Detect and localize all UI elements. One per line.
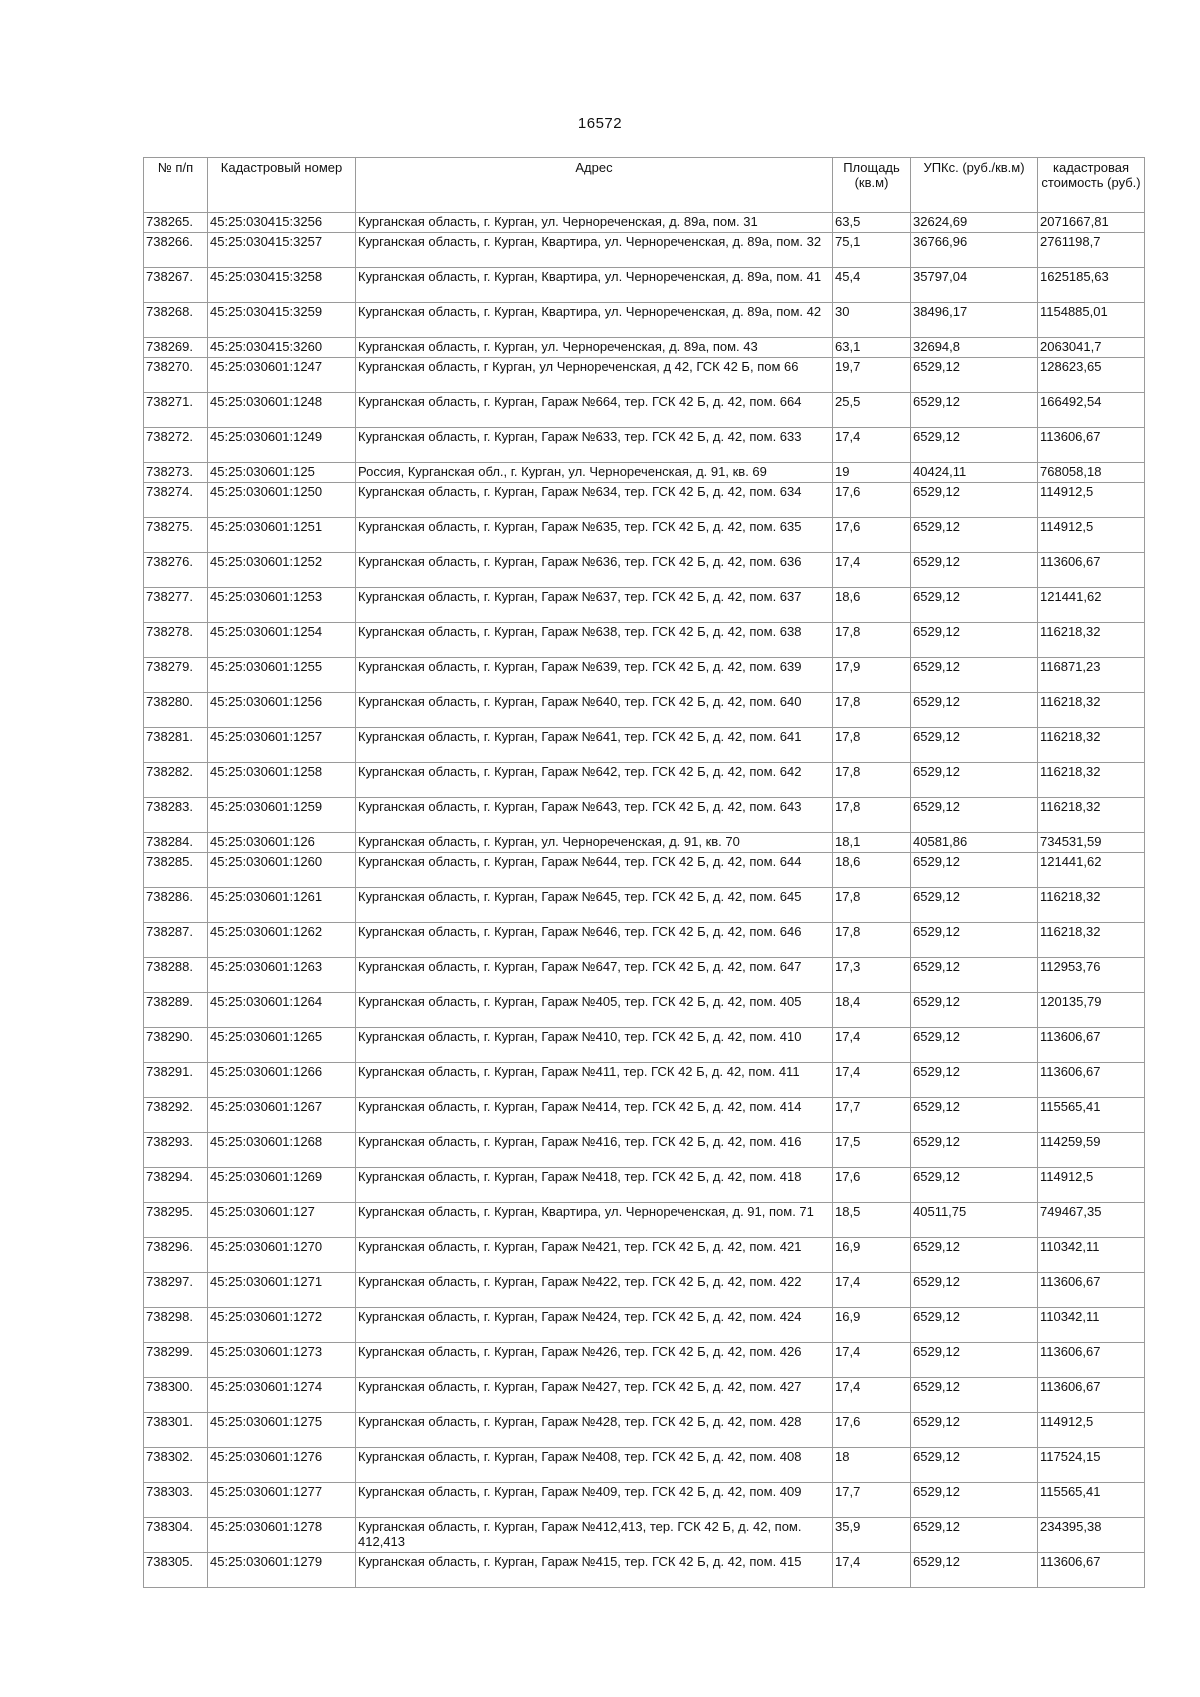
cell-num: 738278. <box>144 623 208 658</box>
cell-upks: 6529,12 <box>911 428 1038 463</box>
cell-area: 63,5 <box>833 213 911 233</box>
cell-cost: 113606,67 <box>1038 1063 1145 1098</box>
cell-cost: 116218,32 <box>1038 623 1145 658</box>
cell-address: Курганская область, г. Курган, Гараж №633, тер. ГСК 42 Б, д. 42, пом. 633 <box>356 428 833 463</box>
table-row <box>144 728 1145 763</box>
cell-cost: 113606,67 <box>1038 1028 1145 1063</box>
table-row <box>144 853 1145 888</box>
table-row <box>144 483 1145 518</box>
cell-cadastral: 45:25:030601:1258 <box>208 763 356 798</box>
cell-cost: 121441,62 <box>1038 588 1145 623</box>
cell-upks: 36766,96 <box>911 233 1038 268</box>
table-row <box>144 463 1145 483</box>
cell-cost: 114259,59 <box>1038 1133 1145 1168</box>
cell-num: 738303. <box>144 1483 208 1518</box>
cell-address: Россия, Курганская обл., г. Курган, ул. Черноречeнская, д. 91, кв. 69 <box>356 463 833 483</box>
cell-address: Курганская область, г. Курган, Гараж №414, тер. ГСК 42 Б, д. 42, пом. 414 <box>356 1098 833 1133</box>
cell-cadastral: 45:25:030601:1254 <box>208 623 356 658</box>
cell-num: 738300. <box>144 1378 208 1413</box>
cell-address: Курганская область, г. Курган, Гараж №647, тер. ГСК 42 Б, д. 42, пом. 647 <box>356 958 833 993</box>
cell-address: Курганская область, г. Курган, Квартира, ул. Черноречeнская, д. 89а, пом. 41 <box>356 268 833 303</box>
cell-address: Курганская область, г. Курган, Гараж №645, тер. ГСК 42 Б, д. 42, пом. 645 <box>356 888 833 923</box>
cell-cadastral: 45:25:030601:1261 <box>208 888 356 923</box>
cell-cadastral: 45:25:030601:126 <box>208 833 356 853</box>
cell-num: 738301. <box>144 1413 208 1448</box>
cell-cost: 2761198,7 <box>1038 233 1145 268</box>
cell-address: Курганская область, г. Курган, Гараж №641, тер. ГСК 42 Б, д. 42, пом. 641 <box>356 728 833 763</box>
cell-cost: 115565,41 <box>1038 1098 1145 1133</box>
cell-cost: 116218,32 <box>1038 728 1145 763</box>
cell-num: 738289. <box>144 993 208 1028</box>
cell-upks: 6529,12 <box>911 1168 1038 1203</box>
cell-cadastral: 45:25:030601:1270 <box>208 1238 356 1273</box>
cell-area: 18,6 <box>833 588 911 623</box>
table-row <box>144 1273 1145 1308</box>
header-cadastral: Кадастровый номер <box>208 158 356 213</box>
cell-cost: 113606,67 <box>1038 1378 1145 1413</box>
cell-num: 738305. <box>144 1553 208 1588</box>
cell-cadastral: 45:25:030601:1273 <box>208 1343 356 1378</box>
cell-area: 17,8 <box>833 623 911 658</box>
cell-cost: 116218,32 <box>1038 888 1145 923</box>
cell-num: 738268. <box>144 303 208 338</box>
table-row <box>144 1553 1145 1588</box>
cell-cadastral: 45:25:030601:1253 <box>208 588 356 623</box>
cell-address: Курганская область, г. Курган, Гараж №405, тер. ГСК 42 Б, д. 42, пом. 405 <box>356 993 833 1028</box>
cell-cost: 114912,5 <box>1038 1168 1145 1203</box>
cell-address: Курганская область, г. Курган, Гараж №418, тер. ГСК 42 Б, д. 42, пом. 418 <box>356 1168 833 1203</box>
cell-area: 16,9 <box>833 1308 911 1343</box>
table-row <box>144 518 1145 553</box>
cell-num: 738295. <box>144 1203 208 1238</box>
cell-upks: 40511,75 <box>911 1203 1038 1238</box>
cell-area: 17,9 <box>833 658 911 693</box>
cell-upks: 6529,12 <box>911 483 1038 518</box>
cell-upks: 6529,12 <box>911 993 1038 1028</box>
cell-address: Курганская область, г. Курган, Гараж №644, тер. ГСК 42 Б, д. 42, пом. 644 <box>356 853 833 888</box>
cell-num: 738284. <box>144 833 208 853</box>
cell-cadastral: 45:25:030601:1251 <box>208 518 356 553</box>
cell-cadastral: 45:25:030601:1256 <box>208 693 356 728</box>
cell-cost: 768058,18 <box>1038 463 1145 483</box>
cell-area: 30 <box>833 303 911 338</box>
cell-cadastral: 45:25:030601:1277 <box>208 1483 356 1518</box>
table-row <box>144 233 1145 268</box>
cell-cost: 166492,54 <box>1038 393 1145 428</box>
cell-upks: 35797,04 <box>911 268 1038 303</box>
cell-upks: 6529,12 <box>911 1483 1038 1518</box>
cell-cost: 1625185,63 <box>1038 268 1145 303</box>
cell-address: Курганская область, г. Курган, Гараж №416, тер. ГСК 42 Б, д. 42, пом. 416 <box>356 1133 833 1168</box>
cell-cost: 113606,67 <box>1038 553 1145 588</box>
cell-num: 738299. <box>144 1343 208 1378</box>
table-row <box>144 623 1145 658</box>
cell-address: Курганская область, г. Курган, ул. Черноречeнская, д. 89а, пом. 43 <box>356 338 833 358</box>
cell-upks: 6529,12 <box>911 728 1038 763</box>
cell-cost: 749467,35 <box>1038 1203 1145 1238</box>
cadastral-table <box>143 157 1145 1588</box>
cell-cadastral: 45:25:030601:1249 <box>208 428 356 463</box>
cell-upks: 6529,12 <box>911 1098 1038 1133</box>
cell-address: Курганская область, г. Курган, Гараж №415, тер. ГСК 42 Б, д. 42, пом. 415 <box>356 1553 833 1588</box>
cell-num: 738285. <box>144 853 208 888</box>
cell-cadastral: 45:25:030601:1265 <box>208 1028 356 1063</box>
table-row <box>144 1483 1145 1518</box>
cell-cadastral: 45:25:030415:3260 <box>208 338 356 358</box>
cell-upks: 6529,12 <box>911 1133 1038 1168</box>
cell-upks: 6529,12 <box>911 1028 1038 1063</box>
cell-cadastral: 45:25:030601:1250 <box>208 483 356 518</box>
table-row <box>144 1098 1145 1133</box>
cell-cadastral: 45:25:030601:1266 <box>208 1063 356 1098</box>
cell-cadastral: 45:25:030415:3259 <box>208 303 356 338</box>
cell-cadastral: 45:25:030601:125 <box>208 463 356 483</box>
cell-cost: 116218,32 <box>1038 798 1145 833</box>
cell-num: 738281. <box>144 728 208 763</box>
table-row <box>144 1413 1145 1448</box>
cell-num: 738276. <box>144 553 208 588</box>
cell-num: 738292. <box>144 1098 208 1133</box>
cell-upks: 6529,12 <box>911 658 1038 693</box>
cell-cost: 110342,11 <box>1038 1308 1145 1343</box>
cell-num: 738302. <box>144 1448 208 1483</box>
table-row <box>144 358 1145 393</box>
cell-area: 18,5 <box>833 1203 911 1238</box>
cell-cadastral: 45:25:030601:1260 <box>208 853 356 888</box>
header-address: Адрес <box>356 158 833 213</box>
table-row <box>144 693 1145 728</box>
cell-address: Курганская область, г. Курган, Гараж №637, тер. ГСК 42 Б, д. 42, пом. 637 <box>356 588 833 623</box>
cell-upks: 6529,12 <box>911 1553 1038 1588</box>
cell-upks: 6529,12 <box>911 853 1038 888</box>
table-row <box>144 338 1145 358</box>
cell-num: 738294. <box>144 1168 208 1203</box>
cell-area: 75,1 <box>833 233 911 268</box>
cell-address: Курганская область, г. Курган, Гараж №408, тер. ГСК 42 Б, д. 42, пом. 408 <box>356 1448 833 1483</box>
table-row <box>144 393 1145 428</box>
cell-upks: 6529,12 <box>911 393 1038 428</box>
cell-cost: 112953,76 <box>1038 958 1145 993</box>
cell-area: 18,4 <box>833 993 911 1028</box>
page-number: 16572 <box>577 115 623 132</box>
table-row <box>144 1203 1145 1238</box>
cell-area: 17,8 <box>833 798 911 833</box>
cell-num: 738265. <box>144 213 208 233</box>
cell-area: 17,4 <box>833 553 911 588</box>
cell-upks: 6529,12 <box>911 1343 1038 1378</box>
cell-cost: 115565,41 <box>1038 1483 1145 1518</box>
cell-cadastral: 45:25:030601:1259 <box>208 798 356 833</box>
cell-upks: 6529,12 <box>911 693 1038 728</box>
cell-upks: 6529,12 <box>911 1448 1038 1483</box>
table-row <box>144 428 1145 463</box>
table-row <box>144 1133 1145 1168</box>
cell-upks: 6529,12 <box>911 888 1038 923</box>
cell-area: 17,4 <box>833 428 911 463</box>
table-row <box>144 798 1145 833</box>
cell-num: 738282. <box>144 763 208 798</box>
cell-address: Курганская область, г. Курган, Гараж №410, тер. ГСК 42 Б, д. 42, пом. 410 <box>356 1028 833 1063</box>
header-upks: УПКс. (руб./кв.м) <box>911 158 1038 213</box>
header-area: Площадь (кв.м) <box>833 158 911 213</box>
cell-area: 17,3 <box>833 958 911 993</box>
cell-area: 17,4 <box>833 1378 911 1413</box>
cell-num: 738283. <box>144 798 208 833</box>
cell-cadastral: 45:25:030415:3257 <box>208 233 356 268</box>
cell-num: 738290. <box>144 1028 208 1063</box>
cell-num: 738304. <box>144 1518 208 1553</box>
cell-area: 17,8 <box>833 888 911 923</box>
cell-area: 35,9 <box>833 1518 911 1553</box>
cell-area: 18,6 <box>833 853 911 888</box>
cell-cadastral: 45:25:030601:1278 <box>208 1518 356 1553</box>
cell-address: Курганская область, г. Курган, Квартира, ул. Черноречeнская, д. 89а, пом. 32 <box>356 233 833 268</box>
cell-num: 738272. <box>144 428 208 463</box>
table-row <box>144 763 1145 798</box>
cell-area: 16,9 <box>833 1238 911 1273</box>
cell-address: Курганская область, г. Курган, Гараж №426, тер. ГСК 42 Б, д. 42, пом. 426 <box>356 1343 833 1378</box>
cell-address: Курганская область, г. Курган, Гараж №422, тер. ГСК 42 Б, д. 42, пом. 422 <box>356 1273 833 1308</box>
cell-cost: 116218,32 <box>1038 763 1145 798</box>
cell-address: Курганская область, г. Курган, ул. Черноречeнская, д. 89а, пом. 31 <box>356 213 833 233</box>
cell-cost: 121441,62 <box>1038 853 1145 888</box>
table-header-row <box>144 158 1145 213</box>
cell-address: Курганская область, г. Курган, Гараж №409, тер. ГСК 42 Б, д. 42, пом. 409 <box>356 1483 833 1518</box>
cell-num: 738288. <box>144 958 208 993</box>
cell-cadastral: 45:25:030601:1264 <box>208 993 356 1028</box>
table-row <box>144 923 1145 958</box>
cell-area: 17,6 <box>833 1168 911 1203</box>
cell-cadastral: 45:25:030601:1263 <box>208 958 356 993</box>
cell-upks: 6529,12 <box>911 1413 1038 1448</box>
cell-address: Курганская область, г. Курган, Гараж №646, тер. ГСК 42 Б, д. 42, пом. 646 <box>356 923 833 958</box>
cell-area: 17,8 <box>833 923 911 958</box>
cell-num: 738279. <box>144 658 208 693</box>
cell-cadastral: 45:25:030601:127 <box>208 1203 356 1238</box>
cell-cadastral: 45:25:030601:1255 <box>208 658 356 693</box>
cell-cost: 116218,32 <box>1038 693 1145 728</box>
cell-num: 738297. <box>144 1273 208 1308</box>
cell-address: Курганская область, г. Курган, Гараж №635, тер. ГСК 42 Б, д. 42, пом. 635 <box>356 518 833 553</box>
table-row <box>144 1518 1145 1553</box>
cell-upks: 6529,12 <box>911 623 1038 658</box>
cell-upks: 6529,12 <box>911 958 1038 993</box>
cell-cadastral: 45:25:030415:3256 <box>208 213 356 233</box>
cell-upks: 6529,12 <box>911 358 1038 393</box>
table-body <box>144 213 1145 1588</box>
cell-area: 25,5 <box>833 393 911 428</box>
cell-upks: 32624,69 <box>911 213 1038 233</box>
cell-upks: 6529,12 <box>911 1063 1038 1098</box>
cell-area: 17,5 <box>833 1133 911 1168</box>
cell-address: Курганская область, г. Курган, Гараж №642, тер. ГСК 42 Б, д. 42, пом. 642 <box>356 763 833 798</box>
cell-area: 17,7 <box>833 1098 911 1133</box>
cell-cost: 120135,79 <box>1038 993 1145 1028</box>
header-num: № п/п <box>144 158 208 213</box>
cell-address: Курганская область, г. Курган, Гараж №428, тер. ГСК 42 Б, д. 42, пом. 428 <box>356 1413 833 1448</box>
cell-num: 738271. <box>144 393 208 428</box>
cell-area: 19,7 <box>833 358 911 393</box>
header-cost: кадастровая стоимость (руб.) <box>1038 158 1145 213</box>
cell-cadastral: 45:25:030601:1252 <box>208 553 356 588</box>
cell-num: 738269. <box>144 338 208 358</box>
cell-address: Курганская область, г. Курган, Гараж №664, тер. ГСК 42 Б, д. 42, пом. 664 <box>356 393 833 428</box>
cell-cost: 116871,23 <box>1038 658 1145 693</box>
cell-address: Курганская область, г Курган, ул Черноречeнская, д 42, ГСК 42 Б, пом 66 <box>356 358 833 393</box>
cell-cost: 734531,59 <box>1038 833 1145 853</box>
cell-num: 738291. <box>144 1063 208 1098</box>
cell-cost: 1154885,01 <box>1038 303 1145 338</box>
table-row <box>144 1028 1145 1063</box>
cell-cadastral: 45:25:030601:1279 <box>208 1553 356 1588</box>
cell-upks: 6529,12 <box>911 1518 1038 1553</box>
cell-cost: 110342,11 <box>1038 1238 1145 1273</box>
cell-upks: 38496,17 <box>911 303 1038 338</box>
cell-cost: 128623,65 <box>1038 358 1145 393</box>
cell-cadastral: 45:25:030601:1271 <box>208 1273 356 1308</box>
cell-cadastral: 45:25:030601:1267 <box>208 1098 356 1133</box>
cell-upks: 6529,12 <box>911 553 1038 588</box>
cell-cadastral: 45:25:030601:1248 <box>208 393 356 428</box>
cell-cost: 114912,5 <box>1038 483 1145 518</box>
table-row <box>144 958 1145 993</box>
table-row <box>144 1238 1145 1273</box>
cell-upks: 40581,86 <box>911 833 1038 853</box>
cell-cost: 114912,5 <box>1038 518 1145 553</box>
cell-upks: 6529,12 <box>911 763 1038 798</box>
cell-cadastral: 45:25:030601:1276 <box>208 1448 356 1483</box>
cell-num: 738273. <box>144 463 208 483</box>
cell-area: 63,1 <box>833 338 911 358</box>
cell-area: 17,8 <box>833 763 911 798</box>
cell-cadastral: 45:25:030601:1269 <box>208 1168 356 1203</box>
table-row <box>144 303 1145 338</box>
cell-address: Курганская область, г. Курган, Гараж №634, тер. ГСК 42 Б, д. 42, пом. 634 <box>356 483 833 518</box>
cell-cost: 114912,5 <box>1038 1413 1145 1448</box>
cell-cost: 117524,15 <box>1038 1448 1145 1483</box>
cell-area: 17,4 <box>833 1343 911 1378</box>
table-row <box>144 1063 1145 1098</box>
cell-upks: 6529,12 <box>911 1238 1038 1273</box>
cell-num: 738287. <box>144 923 208 958</box>
cell-area: 17,7 <box>833 1483 911 1518</box>
cell-cadastral: 45:25:030601:1247 <box>208 358 356 393</box>
cell-cost: 234395,38 <box>1038 1518 1145 1553</box>
cell-cost: 113606,67 <box>1038 1273 1145 1308</box>
cell-area: 17,6 <box>833 518 911 553</box>
cell-num: 738280. <box>144 693 208 728</box>
cell-upks: 40424,11 <box>911 463 1038 483</box>
cell-address: Курганская область, г. Курган, Гараж №636, тер. ГСК 42 Б, д. 42, пом. 636 <box>356 553 833 588</box>
table-row <box>144 553 1145 588</box>
cell-num: 738270. <box>144 358 208 393</box>
cell-address: Курганская область, г. Курган, Гараж №640, тер. ГСК 42 Б, д. 42, пом. 640 <box>356 693 833 728</box>
table-row <box>144 658 1145 693</box>
cell-cadastral: 45:25:030601:1274 <box>208 1378 356 1413</box>
cell-area: 19 <box>833 463 911 483</box>
cell-upks: 6529,12 <box>911 1308 1038 1343</box>
table-row <box>144 268 1145 303</box>
table-row <box>144 1448 1145 1483</box>
cell-area: 17,4 <box>833 1553 911 1588</box>
cell-upks: 6529,12 <box>911 588 1038 623</box>
cell-upks: 6529,12 <box>911 1378 1038 1413</box>
table-row <box>144 888 1145 923</box>
table-row <box>144 1343 1145 1378</box>
cell-cost: 116218,32 <box>1038 923 1145 958</box>
cell-cadastral: 45:25:030601:1257 <box>208 728 356 763</box>
cell-upks: 6529,12 <box>911 923 1038 958</box>
table-row <box>144 1168 1145 1203</box>
cell-address: Курганская область, г. Курган, Гараж №412,413, тер. ГСК 42 Б, д. 42, пом. 412,413 <box>356 1518 833 1553</box>
cell-address: Курганская область, г. Курган, Квартира, ул. Черноречeнская, д. 91, пом. 71 <box>356 1203 833 1238</box>
cell-cost: 113606,67 <box>1038 1553 1145 1588</box>
cell-upks: 32694,8 <box>911 338 1038 358</box>
table-row <box>144 993 1145 1028</box>
table-row <box>144 1308 1145 1343</box>
cell-area: 17,8 <box>833 693 911 728</box>
cell-area: 45,4 <box>833 268 911 303</box>
cell-area: 17,8 <box>833 728 911 763</box>
cell-cadastral: 45:25:030601:1275 <box>208 1413 356 1448</box>
cell-num: 738277. <box>144 588 208 623</box>
cell-num: 738267. <box>144 268 208 303</box>
cell-address: Курганская область, г. Курган, Гараж №421, тер. ГСК 42 Б, д. 42, пом. 421 <box>356 1238 833 1273</box>
cell-upks: 6529,12 <box>911 1273 1038 1308</box>
cell-area: 17,6 <box>833 483 911 518</box>
cell-cost: 113606,67 <box>1038 428 1145 463</box>
cell-address: Курганская область, г. Курган, Гараж №643, тер. ГСК 42 Б, д. 42, пом. 643 <box>356 798 833 833</box>
cell-area: 17,4 <box>833 1028 911 1063</box>
cell-cadastral: 45:25:030415:3258 <box>208 268 356 303</box>
cell-num: 738266. <box>144 233 208 268</box>
cell-num: 738275. <box>144 518 208 553</box>
cell-upks: 6529,12 <box>911 518 1038 553</box>
cell-address: Курганская область, г. Курган, Гараж №638, тер. ГСК 42 Б, д. 42, пом. 638 <box>356 623 833 658</box>
cell-cadastral: 45:25:030601:1262 <box>208 923 356 958</box>
cell-address: Курганская область, г. Курган, ул. Черноречeнская, д. 91, кв. 70 <box>356 833 833 853</box>
cell-cadastral: 45:25:030601:1268 <box>208 1133 356 1168</box>
cell-area: 17,4 <box>833 1063 911 1098</box>
cell-cost: 113606,67 <box>1038 1343 1145 1378</box>
cell-num: 738274. <box>144 483 208 518</box>
cell-address: Курганская область, г. Курган, Гараж №639, тер. ГСК 42 Б, д. 42, пом. 639 <box>356 658 833 693</box>
cell-address: Курганская область, г. Курган, Гараж №424, тер. ГСК 42 Б, д. 42, пом. 424 <box>356 1308 833 1343</box>
cell-cadastral: 45:25:030601:1272 <box>208 1308 356 1343</box>
cell-cost: 2071667,81 <box>1038 213 1145 233</box>
table-row <box>144 833 1145 853</box>
cell-upks: 6529,12 <box>911 798 1038 833</box>
cell-area: 17,4 <box>833 1273 911 1308</box>
cell-num: 738296. <box>144 1238 208 1273</box>
cell-area: 18,1 <box>833 833 911 853</box>
cell-address: Курганская область, г. Курган, Гараж №411, тер. ГСК 42 Б, д. 42, пом. 411 <box>356 1063 833 1098</box>
cell-area: 17,6 <box>833 1413 911 1448</box>
cell-address: Курганская область, г. Курган, Гараж №427, тер. ГСК 42 Б, д. 42, пом. 427 <box>356 1378 833 1413</box>
table-row <box>144 1378 1145 1413</box>
table-row <box>144 588 1145 623</box>
cell-cost: 2063041,7 <box>1038 338 1145 358</box>
cell-num: 738293. <box>144 1133 208 1168</box>
cell-num: 738298. <box>144 1308 208 1343</box>
cell-num: 738286. <box>144 888 208 923</box>
cell-address: Курганская область, г. Курган, Квартира, ул. Черноречeнская, д. 89а, пом. 42 <box>356 303 833 338</box>
cell-area: 18 <box>833 1448 911 1483</box>
table-row <box>144 213 1145 233</box>
